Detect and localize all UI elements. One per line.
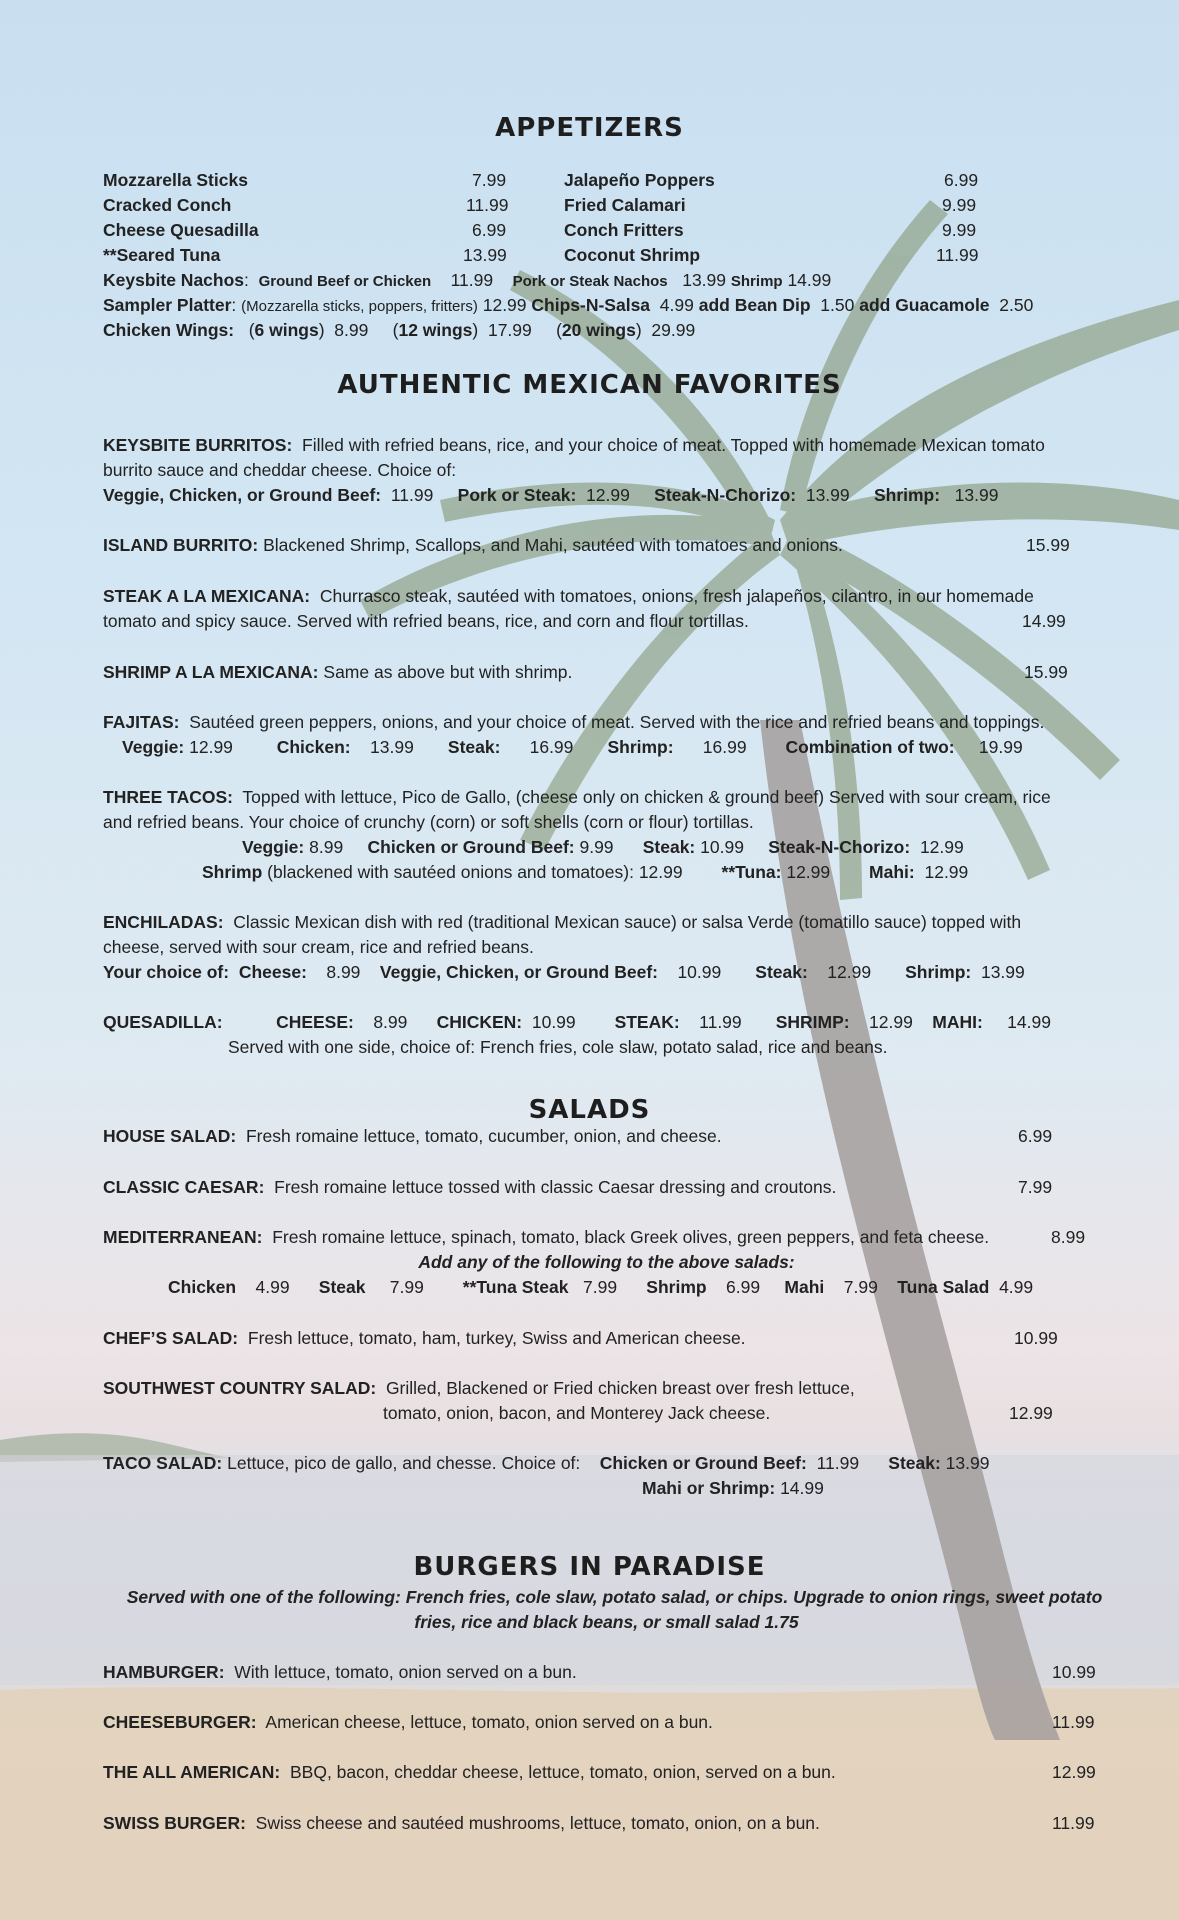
menu-item-price: 7.99: [472, 170, 507, 190]
menu-item-price: 15.99: [1024, 662, 1068, 682]
menu-item-name: CLASSIC CAESAR:: [103, 1177, 265, 1197]
tacos-options-1: Veggie: 8.99 Chicken or Ground Beef: 9.99 Steak: 10.99 Steak-N-Chorizo: 12.99: [242, 837, 964, 857]
menu-item-name: HAMBURGER:: [103, 1662, 225, 1682]
burgers-subtitle-2: fries, rice and black beans, or small salad 1.75: [414, 1612, 799, 1632]
menu-item-name: Sampler Platter: [103, 295, 232, 315]
menu-item-name: Keysbite Nachos: [103, 270, 245, 290]
salad-addons-list: Chicken 4.99 Steak 7.99 **Tuna Steak 7.99 Shrimp 6.99 Mahi 7.99 Tuna Salad 4.99: [168, 1277, 1034, 1297]
menu-item-name: THE ALL AMERICAN:: [103, 1762, 281, 1782]
southwest-desc-2: tomato, onion, bacon, and Monterey Jack cheese.: [383, 1403, 771, 1423]
menu-item-price: 12.99: [1052, 1762, 1096, 1782]
appetizers-heading: APPETIZERS: [495, 113, 684, 143]
menu-item-price: 12.99: [1009, 1403, 1053, 1423]
nachos-line: Keysbite Nachos: Ground Beef or Chicken 11.99 Pork or Steak Nachos 13.99 Shrimp 14.99: [103, 270, 832, 290]
menu-item-price: 6.99: [1018, 1126, 1053, 1146]
menu-item-price: 11.99: [1052, 1813, 1095, 1833]
house-salad-line: HOUSE SALAD: Fresh romaine lettuce, tomato, cucumber, onion, and cheese.: [103, 1126, 722, 1146]
menu-item-price: 11.99: [936, 245, 979, 265]
taco-salad-line-2: Mahi or Shrimp: 14.99: [642, 1478, 824, 1498]
burritos-options: Veggie, Chicken, or Ground Beef: 11.99 Pork or Steak: 12.99 Steak-N-Chorizo: 13.99 Shrimp: 13.99: [103, 485, 999, 505]
steak-mexicana-desc-2: tomato and spicy sauce. Served with refried beans, rice, and corn and flour tortillas.: [103, 611, 749, 631]
menu-item-name: Cracked Conch: [103, 195, 232, 215]
southwest-desc-1: SOUTHWEST COUNTRY SALAD: Grilled, Blackened or Fried chicken breast over fresh lettuce,: [103, 1378, 855, 1398]
fajitas-desc: FAJITAS: Sautéed green peppers, onions, and your choice of meat. Served with the rice and refried beans and toppings.: [103, 712, 1045, 732]
menu-item-price: 9.99: [942, 195, 977, 215]
menu-item-price: 11.99: [1052, 1712, 1095, 1732]
burgers-subtitle-1: Served with one of the following: French fries, cole slaw, potato salad, or chips. Upgrade to onion rings, sweet potato: [126, 1587, 1103, 1607]
menu-item-name: ISLAND BURRITO:: [103, 535, 259, 555]
menu-item-name: HOUSE SALAD:: [103, 1126, 237, 1146]
wings-line: Chicken Wings: (6 wings) 8.99 (12 wings) 17.99 (20 wings) 29.99: [103, 320, 696, 340]
menu-item-name: **Seared Tuna: [103, 245, 221, 265]
menu-item-price: 6.99: [944, 170, 979, 190]
burgers-heading: BURGERS IN PARADISE: [413, 1552, 766, 1582]
menu-item-name: Jalapeño Poppers: [564, 170, 715, 190]
menu-item-price: 10.99: [1052, 1662, 1096, 1682]
menu-item-name: Cheese Quesadilla: [103, 220, 259, 240]
menu-item-name: MEDITERRANEAN:: [103, 1227, 263, 1247]
mediterranean-line: MEDITERRANEAN: Fresh romaine lettuce, spinach, tomato, black Greek olives, green peppers, and feta cheese.: [103, 1227, 990, 1247]
menu-item-price: 13.99: [463, 245, 507, 265]
menu-item-name: CHEESEBURGER:: [103, 1712, 257, 1732]
shrimp-mexicana-line: SHRIMP A LA MEXICANA: Same as above but with shrimp.: [103, 662, 573, 682]
tacos-desc-2: and refried beans. Your choice of crunchy (corn) or soft shells (corn or flour) tortillas.: [103, 812, 754, 832]
chef-salad-line: CHEF’S SALAD: Fresh lettuce, tomato, ham, turkey, Swiss and American cheese.: [103, 1328, 746, 1348]
salad-addons-title: Add any of the following to the above salads:: [418, 1252, 795, 1272]
tacos-desc-1: THREE TACOS: Topped with lettuce, Pico de Gallo, (cheese only on chicken & ground beef) Served with sour cream, rice: [103, 787, 1051, 807]
quesadilla-options: QUESADILLA: CHEESE: 8.99 CHICKEN: 10.99 STEAK: 11.99 SHRIMP: 12.99 MAHI: 14.99: [103, 1012, 1051, 1032]
burritos-desc-2: burrito sauce and cheddar cheese. Choice of:: [103, 460, 457, 480]
menu-item-name: STEAK A LA MEXICANA:: [103, 586, 311, 606]
cheeseburger-line: CHEESEBURGER: American cheese, lettuce, tomato, onion served on a bun.: [103, 1712, 713, 1732]
menu-item-price: 9.99: [942, 220, 977, 240]
fajitas-options: Veggie: 12.99 Chicken: 13.99 Steak: 16.99 Shrimp: 16.99 Combination of two: 19.99: [122, 737, 1023, 757]
menu-item-price: 8.99: [1051, 1227, 1086, 1247]
menu-item-name: KEYSBITE BURRITOS:: [103, 435, 293, 455]
menu-item-name: Mozzarella Sticks: [103, 170, 248, 190]
island-burrito-line: ISLAND BURRITO: Blackened Shrimp, Scallops, and Mahi, sautéed with tomatoes and onions.: [103, 535, 843, 555]
taco-salad-line: TACO SALAD: Lettuce, pico de gallo, and chesse. Choice of: Chicken or Ground Beef: 11.99 Steak: 13.99: [103, 1453, 990, 1473]
menu-item-name: SHRIMP A LA MEXICANA:: [103, 662, 319, 682]
menu-item-name: Chicken Wings:: [103, 320, 235, 340]
menu-item-price: 11.99: [466, 195, 509, 215]
burritos-desc-1: KEYSBITE BURRITOS: Filled with refried beans, rice, and your choice of meat. Topped with homemade Mexican tomato: [103, 435, 1045, 455]
caesar-line: CLASSIC CAESAR: Fresh romaine lettuce tossed with classic Caesar dressing and croutons.: [103, 1177, 837, 1197]
menu-item-name: Fried Calamari: [564, 195, 686, 215]
menu-item-name: SWISS BURGER:: [103, 1813, 246, 1833]
sampler-line: Sampler Platter: (Mozzarella sticks, poppers, fritters) 12.99 Chips-N-Salsa 4.99 add Bean Dip 1.50 add Guacamole 2.50: [103, 295, 1034, 315]
menu-item-price: 6.99: [472, 220, 507, 240]
steak-mexicana-desc-1: STEAK A LA MEXICANA: Churrasco steak, sautéed with tomatoes, onions, fresh jalapeños, cilantro, in our homemade: [103, 586, 1034, 606]
menu-item-price: 7.99: [1018, 1177, 1053, 1197]
menu-item-name: Coconut Shrimp: [564, 245, 701, 265]
menu-item-name: THREE TACOS:: [103, 787, 233, 807]
menu-item-price: 14.99: [1022, 611, 1066, 631]
menu-item-name: FAJITAS:: [103, 712, 180, 732]
menu-item-name: SOUTHWEST COUNTRY SALAD:: [103, 1378, 377, 1398]
menu-item-name: TACO SALAD:: [103, 1453, 223, 1473]
quesadilla-note: Served with one side, choice of: French fries, cole slaw, potato salad, rice and beans.: [228, 1037, 888, 1057]
menu-item-name: QUESADILLA:: [103, 1012, 223, 1032]
enchiladas-desc-1: ENCHILADAS: Classic Mexican dish with red (traditional Mexican sauce) or salsa Verde (tomatillo sauce) topped with: [103, 912, 1022, 932]
salads-heading: SALADS: [528, 1095, 651, 1125]
mexican-heading: AUTHENTIC MEXICAN FAVORITES: [337, 370, 842, 400]
menu-item-name: ENCHILADAS:: [103, 912, 224, 932]
enchiladas-options: Your choice of: Cheese: 8.99 Veggie, Chicken, or Ground Beef: 10.99 Steak: 12.99 Shrimp: 13.99: [103, 962, 1025, 982]
menu-item-price: 15.99: [1026, 535, 1070, 555]
tacos-options-2: Shrimp (blackened with sautéed onions and tomatoes): 12.99 **Tuna: 12.99 Mahi: 12.99: [202, 862, 969, 882]
menu-item-name: Conch Fritters: [564, 220, 684, 240]
hamburger-line: HAMBURGER: With lettuce, tomato, onion served on a bun.: [103, 1662, 577, 1682]
menu-item-price: 10.99: [1014, 1328, 1058, 1348]
enchiladas-desc-2: cheese, served with sour cream, rice and refried beans.: [103, 937, 534, 957]
swiss-burger-line: SWISS BURGER: Swiss cheese and sautéed mushrooms, lettuce, tomato, onion, on a bun.: [103, 1813, 820, 1833]
menu-item-name: CHEF’S SALAD:: [103, 1328, 239, 1348]
all-american-line: THE ALL AMERICAN: BBQ, bacon, cheddar cheese, lettuce, tomato, onion, served on a bun.: [103, 1762, 836, 1782]
